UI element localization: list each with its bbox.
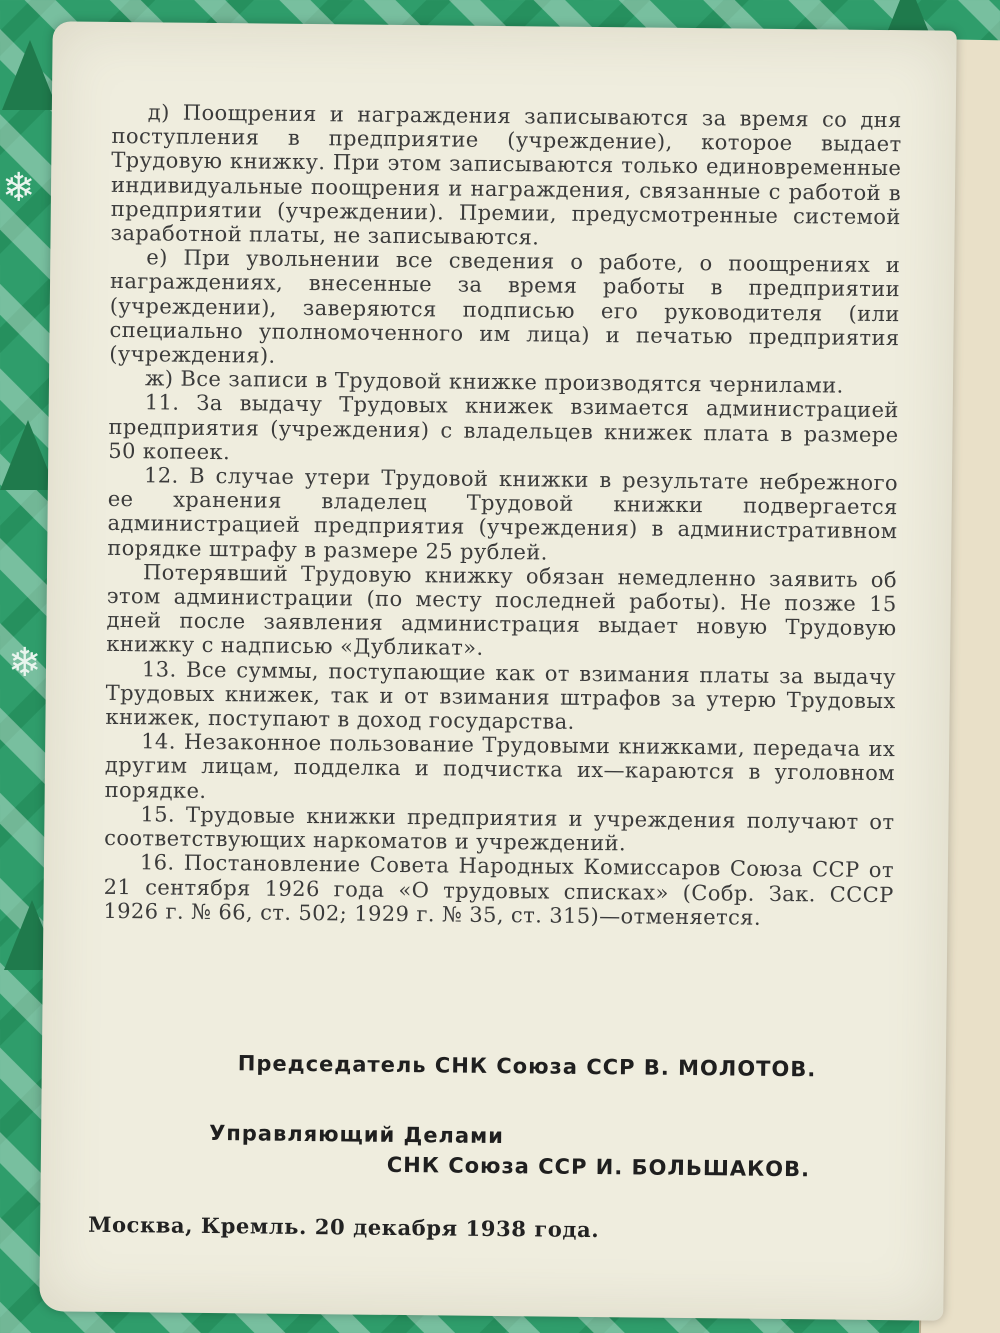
paragraph-d: д) Поощрения и награждения записываются за время со дня поступления в предприятие (учреждение), которое выдает Трудовую книжку. При этом записываются только единовременные индивидуальные поощрения и награждения, связанные с работой в предприятии (учреждении). Премии, предусмотренные системой заработной платы, не записываются. bbox=[110, 100, 902, 250]
paragraph-12: 12. В случае утери Трудовой книжки в результате небрежного ее хранения владелец Трудовой книжки подвергается администрацией предприятия (учреждения) в административном порядке штрафу в размере 25 рублей. bbox=[107, 463, 899, 565]
document-page bbox=[39, 21, 956, 1320]
paragraph-e: е) При увольнении все сведения о работе, о поощрениях и награждениях, внесенные за время работы в предприятии (учреждении), заверяются подписью его руководителя (или специально уполномоченного им лица) и печатью предприятия (учреждения). bbox=[109, 245, 901, 368]
paragraph-15: 15. Трудовые книжки предприятия и учреждения получают от соответствующих наркоматов и учреждений. bbox=[104, 802, 895, 856]
paragraph-12-continued: Потерявший Трудовую книжку обязан немедленно заявить об этом администрации (по месту последней работы). Не позже 15 дней после заявления администрация выдает новую Трудовую книжку с надписью «Дубликат». bbox=[106, 560, 898, 661]
signature-chairman: Председатель СНК Союза ССР В. МОЛОТОВ. bbox=[237, 1051, 817, 1082]
paragraph-11: 11. За выдачу Трудовых книжек взимается администрацией предприятия (учреждения) с владельцев книжек плата в размере 50 копеек. bbox=[108, 390, 899, 465]
snowflake-icon: ❄ bbox=[8, 640, 42, 686]
paragraph-14: 14. Незаконное пользование Трудовыми книжками, передача их другим лицам, подделка и подчистка их—караются в уголовном порядке. bbox=[104, 729, 896, 803]
signature-manager-title: Управляющий Делами bbox=[209, 1121, 505, 1149]
place-and-date: Москва, Кремль. 20 декабря 1938 года. bbox=[88, 1211, 600, 1243]
paragraph-16: 16. Постановление Совета Народных Комиссаров Союза ССР от 21 сентября 1926 года «О трудовых списках» (Собр. Зак. СССР 1926 г. № 66, ст. 502; 1929 г. № 35, ст. 315)—отменяется. bbox=[103, 850, 895, 930]
signature-manager-name: СНК Союза ССР И. БОЛЬШАКОВ. bbox=[386, 1152, 811, 1182]
document-text bbox=[103, 100, 902, 931]
paragraph-13: 13. Все суммы, поступающие как от взимания платы за выдачу Трудовых книжек, так и от взимания штрафов за утерю Трудовых книжек, поступают в доход государства. bbox=[105, 656, 897, 734]
snowflake-icon: ❄ bbox=[2, 165, 36, 211]
paragraph-zh: ж) Все записи в Трудовой книжке производятся чернилами. bbox=[144, 366, 844, 398]
tree-decoration bbox=[2, 40, 58, 110]
